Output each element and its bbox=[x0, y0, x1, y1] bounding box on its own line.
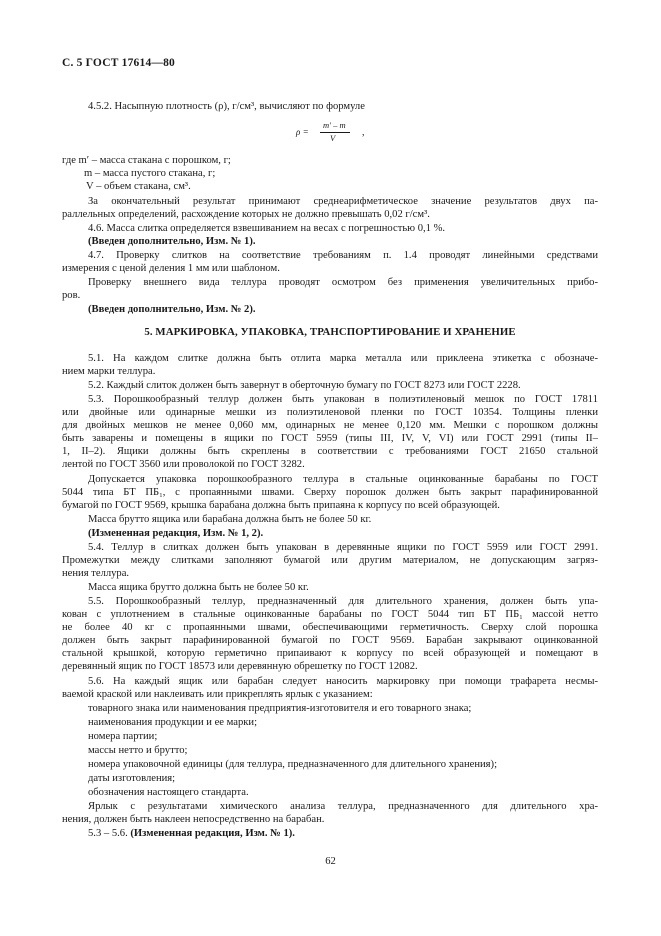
page-header: С. 5 ГОСТ 17614—80 bbox=[62, 57, 175, 69]
formula-numerator: m′ – m bbox=[323, 120, 346, 130]
label-item-standard: обозначения настоящего стандарта. bbox=[88, 787, 249, 798]
amendment-note-1: (Введен дополнительно, Изм. № 1). bbox=[88, 236, 256, 247]
paragraph-5-4-line-3: нения теллура. bbox=[62, 568, 130, 579]
where-v: V – объем стакана, см³. bbox=[86, 181, 191, 192]
paragraph-5-6-line-4: нения, должен быть наклеен непосредственно на барабан. bbox=[62, 814, 325, 825]
amendment-note-4-text: (Измененная редакция, Изм. № 1). bbox=[130, 828, 295, 839]
paragraph-5-3-line-8: 5044 типа БТ ПБ₁, с пропаянными швами. Сверху порошок должен быть закрыт парафинированной bbox=[62, 487, 598, 498]
paragraph-5-4-line-2: Промежутки между слитками заполняют бумагой или другим материалом, не допускающим загряз- bbox=[62, 555, 598, 566]
paragraph-4-7-line-2: измерения с ценой деления 1 мм или шаблоном. bbox=[62, 263, 280, 274]
paragraph-4-5-2: 4.5.2. Насыпную плотность (ρ), г/см³, вычисляют по формуле bbox=[88, 101, 365, 112]
paragraph-4-6: 4.6. Масса слитка определяется взвешиванием на весах с погрешностью 0,1 %. bbox=[88, 223, 446, 234]
label-item-mass: массы нетто и брутто; bbox=[88, 745, 188, 756]
paragraph-5-3-line-3: для двойных мешков не менее 0,060 мм, одинарных не менее 0,120 мм. Мешки с порошком должны bbox=[62, 420, 598, 431]
final-result-line-2: раллельных определений, расхождение которых не должно превышать 0,02 г/см³. bbox=[62, 209, 430, 220]
where-m: m – масса пустого стакана, г; bbox=[84, 168, 216, 179]
paragraph-4-7-line-1: 4.7. Проверку слитков на соответствие требованиям п. 1.4 проводят линейными средствами bbox=[88, 250, 598, 261]
paragraph-4-7-line-3: Проверку внешнего вида теллура проводят осмотром без применения увеличительных прибо- bbox=[88, 277, 598, 288]
paragraph-5-3-line-6: лентой по ГОСТ 3560 или проволокой по ГОСТ 3282. bbox=[62, 459, 305, 470]
paragraph-5-4-line-4: Масса ящика брутто должна быть не более 50 кг. bbox=[88, 582, 309, 593]
paragraph-5-3-line-7: Допускается упаковка порошкообразного теллура в стальные оцинкованные барабаны по ГОСТ bbox=[88, 474, 598, 485]
paragraph-5-3-line-4: быть заварены и помещены в ящики по ГОСТ 5959 (типы III, IV, V, VI) или ГОСТ 2991 (типы II– bbox=[62, 433, 598, 444]
paragraph-5-6-line-2: ваемой краской или наклеивать или прикреплять ярлык с указанием: bbox=[62, 689, 373, 700]
amendment-note-2: (Введен дополнительно, Изм. № 2). bbox=[88, 304, 256, 315]
paragraph-5-6-line-1: 5.6. На каждый ящик или барабан следует наносить маркировку при помощи трафарета несмы- bbox=[88, 676, 598, 687]
paragraph-4-7-line-4: ров. bbox=[62, 290, 81, 301]
page-number: 62 bbox=[325, 856, 336, 867]
paragraph-5-5-line-5: стальной крышкой, которую герметично припаивают к корпусу по всей образующей и помещают в bbox=[62, 648, 598, 659]
paragraph-5-3-line-1: 5.3. Порошкообразный теллур должен быть упакован в полиэтиленовый мешок по ГОСТ 17811 bbox=[88, 394, 598, 405]
label-item-batch: номера партии; bbox=[88, 731, 158, 742]
label-item-unit-number: номера упаковочной единицы (для теллура, предназначенного для длительного хранения); bbox=[88, 759, 498, 770]
paragraph-5-3-line-9: бумагой по ГОСТ 9569, крышка барабана должна быть припаяна к корпусу по всей образующей. bbox=[62, 500, 500, 511]
paragraph-5-6-line-3: Ярлык с результатами химического анализа теллура, предназначенного для длительного хра- bbox=[88, 801, 598, 812]
density-formula bbox=[296, 120, 376, 146]
final-result-line-1: За окончательный результат принимают среднеарифметическое значение результатов двух па- bbox=[88, 196, 598, 207]
paragraph-5-5-line-1: 5.5. Порошкообразный теллур, предназначенный для длительного хранения, должен быть упа- bbox=[88, 596, 598, 607]
paragraph-5-5-line-3: не более 40 кг с пропаянными швами, обеспечивающими герметичность. Сверху слой порошка bbox=[62, 622, 598, 633]
paragraph-5-5-line-4: должен быть закрыт парафинированной бумагой по ГОСТ 9569. Барабан закрывают оцинкованной bbox=[62, 635, 598, 646]
paragraph-5-3-line-2: или двойные или одинарные мешки из полиэтиленовой пленки по ГОСТ 10354. Толщины пленки bbox=[62, 407, 598, 418]
where-m-prime: где m′ – масса стакана с порошком, г; bbox=[62, 155, 231, 166]
section-5-heading: 5. МАРКИРОВКА, УПАКОВКА, ТРАНСПОРТИРОВАНИЕ И ХРАНЕНИЕ bbox=[144, 326, 516, 338]
label-item-trademark: товарного знака или наименования предприятия-изготовителя и его товарного знака; bbox=[88, 703, 472, 714]
formula-lhs: ρ = bbox=[296, 127, 309, 137]
paragraph-5-5-line-2: кован с уплотнением в стальные оцинкованные барабаны по ГОСТ 5044 тип БТ ПБ₁ массой нетто bbox=[62, 609, 598, 620]
paragraph-5-2: 5.2. Каждый слиток должен быть завернут в оберточную бумагу по ГОСТ 8273 или ГОСТ 2228. bbox=[88, 380, 521, 391]
paragraph-5-3-line-5: 1, II–2). Ящики должны быть скреплены в соответствии с требованиями ГОСТ 21650 стальной bbox=[62, 446, 598, 457]
paragraph-5-5-line-6: деревянный ящик по ГОСТ 18573 или деревянную обрешетку по ГОСТ 12082. bbox=[62, 661, 418, 672]
amendment-ref: 5.3 – 5.6. bbox=[88, 828, 128, 839]
label-item-product: наименования продукции и ее марки; bbox=[88, 717, 258, 728]
formula-comma: , bbox=[362, 127, 365, 138]
amendment-note-3: (Измененная редакция, Изм. № 1, 2). bbox=[88, 528, 264, 539]
label-item-date: даты изготовления; bbox=[88, 773, 176, 784]
paragraph-5-3-line-10: Масса брутто ящика или барабана должна быть не более 50 кг. bbox=[88, 514, 372, 525]
paragraph-5-1-line-2: нием марки теллура. bbox=[62, 366, 156, 377]
amendment-note-4 bbox=[88, 827, 295, 840]
paragraph-5-1-line-1: 5.1. На каждом слитке должна быть отлита марка металла или приклеена этикетка с обозначе- bbox=[88, 353, 598, 364]
formula-denominator: V bbox=[330, 133, 336, 143]
paragraph-5-4-line-1: 5.4. Теллур в слитках должен быть упакован в деревянные ящики по ГОСТ 5959 или ГОСТ 2991. bbox=[88, 542, 598, 553]
